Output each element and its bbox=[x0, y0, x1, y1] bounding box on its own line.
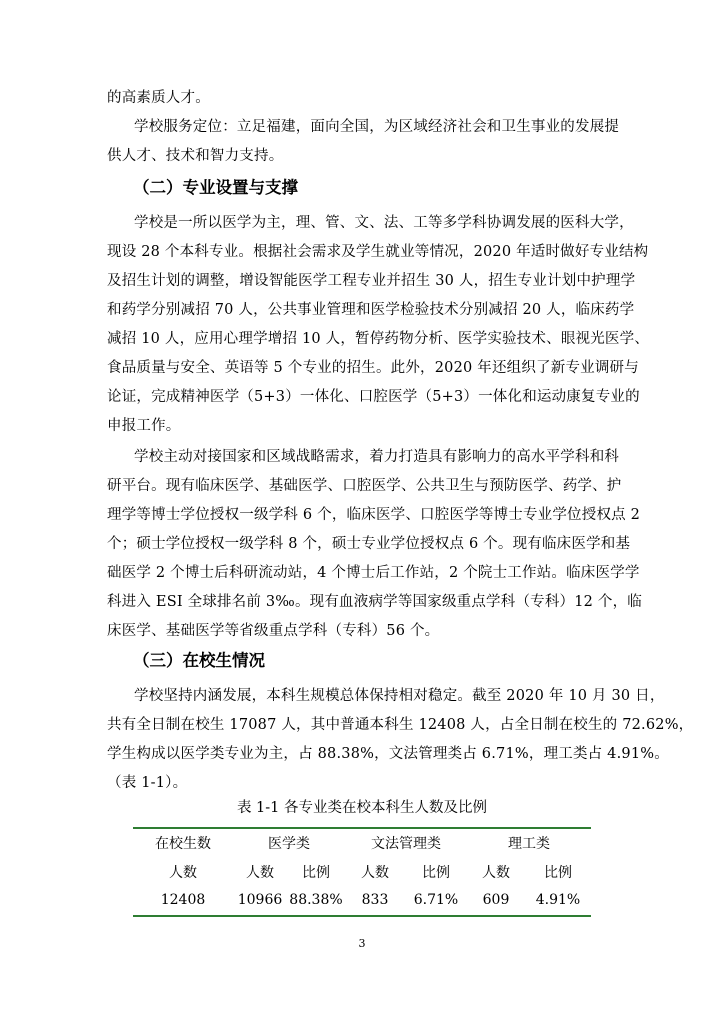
table-header-cell: 比例 bbox=[422, 865, 450, 881]
paragraph-line: 和药学分别减招 70 人，公共事业管理和医学检验技术分别减招 20 人，临床药学 bbox=[107, 302, 635, 318]
table-cell: 6.71% bbox=[413, 892, 459, 908]
paragraph-line: 供人才、技术和智力支持。 bbox=[107, 148, 284, 164]
table-caption: 表 1-1 各专业类在校本科生人数及比例 bbox=[236, 800, 488, 816]
paragraph-line: 论证，完成精神医学（5+3）一体化、口腔医学（5+3）一体化和运动康复专业的 bbox=[107, 389, 640, 405]
paragraph-line: 食品质量与安全、英语等 5 个专业的招生。此外，2020 年还组织了新专业调研与 bbox=[107, 360, 639, 376]
paragraph-line: 及招生计划的调整，增设智能医学工程专业并招生 30 人，招生专业计划中护理学 bbox=[107, 273, 636, 289]
page-number: 3 bbox=[358, 937, 366, 950]
table-cell: 4.91% bbox=[535, 892, 581, 908]
table-header-cell: 比例 bbox=[302, 865, 330, 881]
paragraph-line: 床医学、基础医学等省级重点学科（专科）56 个。 bbox=[107, 623, 440, 639]
table-cell: 833 bbox=[361, 892, 389, 908]
paragraph-line: 共有全日制在校生 17087 人，其中普通本科生 12408 人，占全日制在校生的 72.62%， bbox=[107, 717, 694, 733]
paragraph-line: 的高素质人才。 bbox=[107, 90, 210, 106]
paragraph-line: 现设 28 个本科专业。根据社会需求及学生就业等情况，2020 年适时做好专业结构 bbox=[107, 244, 649, 260]
paragraph-line: 理学等博士学位授权一级学科 6 个，临床医学、口腔医学等博士专业学位授权点 2 bbox=[107, 507, 641, 523]
section-heading: （三）在校生情况 bbox=[133, 651, 265, 670]
table-bottom-rule bbox=[133, 915, 591, 917]
table-header-cell: 理工类 bbox=[508, 836, 550, 852]
table-cell: 12408 bbox=[160, 892, 206, 908]
table-row bbox=[133, 886, 591, 914]
paragraph-line: 础医学 2 个博士后科研流动站，4 个博士后工作站，2 个院士工作站。临床医学学 bbox=[107, 565, 640, 581]
paragraph-line: 研平台。现有临床医学、基础医学、口腔医学、公共卫生与预防医学、药学、护 bbox=[107, 478, 622, 494]
table-cell: 609 bbox=[482, 892, 510, 908]
paragraph-line: 科进入 ESI 全球排名前 3‰。现有血液病学等国家级重点学科（专科）12 个，临 bbox=[107, 594, 643, 610]
table-header-row bbox=[133, 828, 591, 858]
table-header-cell: 人数 bbox=[169, 865, 197, 881]
enrollment-table bbox=[133, 828, 591, 914]
paragraph-line: 减招 10 人，应用心理学增招 10 人，暂停药物分析、医学实验技术、眼视光医学、 bbox=[107, 331, 650, 347]
paragraph-line: 学校主动对接国家和区域战略需求，着力打造具有影响力的高水平学科和科 bbox=[134, 449, 620, 465]
table-cell: 10966 bbox=[237, 892, 283, 908]
paragraph-line: （表 1-1）。 bbox=[107, 775, 188, 791]
table-header-cell: 在校生数 bbox=[155, 836, 211, 852]
section-heading: （二）专业设置与支撑 bbox=[133, 178, 298, 197]
table-header-cell: 人数 bbox=[482, 865, 510, 881]
table-header-cell: 人数 bbox=[246, 865, 274, 881]
table-header-cell: 比例 bbox=[544, 865, 572, 881]
paragraph-line: 学校是一所以医学为主，理、管、文、法、工等多学科协调发展的医科大学， bbox=[134, 215, 634, 231]
table-subheader-row bbox=[133, 858, 591, 886]
paragraph-line: 个；硕士学位授权一级学科 8 个，硕士专业学位授权点 6 个。现有临床医学和基 bbox=[107, 536, 631, 552]
paragraph-line: 申报工作。 bbox=[107, 418, 181, 434]
paragraph-line: 学生构成以医学类专业为主，占 88.38%，文法管理类占 6.71%，理工类占 4.91%。 bbox=[107, 746, 669, 762]
table-header-cell: 医学类 bbox=[268, 836, 310, 852]
paragraph-line: 学校坚持内涵发展，本科生规模总体保持相对稳定。截至 2020 年 10 月 30 日， bbox=[134, 688, 665, 704]
paragraph-line: 学校服务定位：立足福建，面向全国，为区域经济社会和卫生事业的发展提 bbox=[134, 119, 620, 135]
table-header-cell: 文法管理类 bbox=[371, 836, 441, 852]
table-cell: 88.38% bbox=[289, 892, 343, 908]
table-header-cell: 人数 bbox=[361, 865, 389, 881]
